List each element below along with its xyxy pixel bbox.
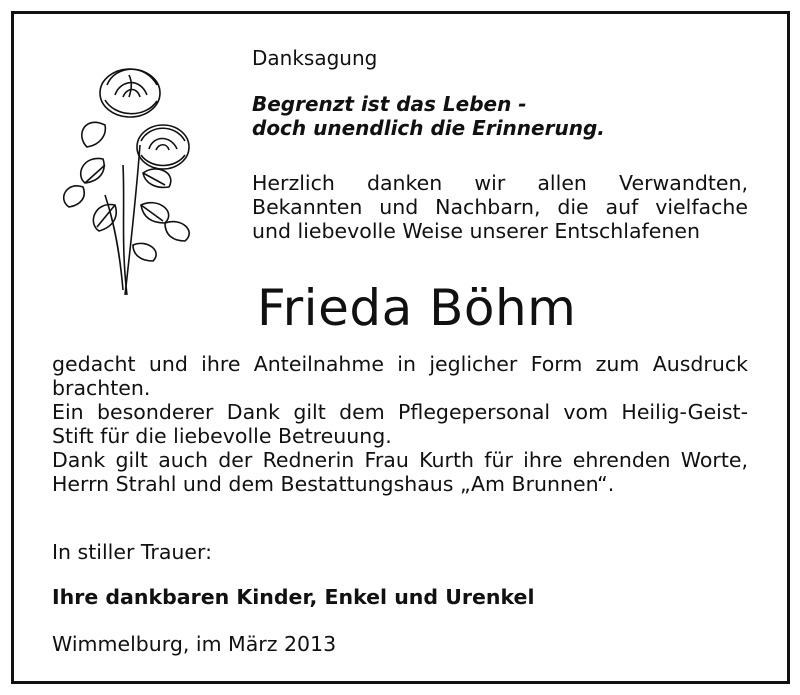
intro-line-2: Bekannten und Nachbarn, die auf vielfache	[252, 195, 748, 219]
rose-bloom-lower	[137, 125, 189, 169]
rose-bloom-upper	[100, 69, 160, 117]
rose-stem	[125, 145, 140, 295]
motto-line-1: Begrenzt ist das Leben -	[252, 92, 527, 116]
body-line-1: gedacht und ihre Anteilnahme in jeglicher Form zum Ausdruck	[52, 352, 748, 376]
body-line-6: Herrn Strahl und dem Bestattungshaus „Am Brunnen“.	[52, 472, 615, 496]
intro-line-3: und liebevolle Weise unserer Entschlafenen	[252, 219, 700, 243]
rose-illustration	[45, 55, 205, 300]
deceased-name: Frieda Böhm	[257, 279, 577, 337]
rose-stem	[105, 195, 123, 290]
motto-line-2: doch unendlich die Erinnerung.	[252, 116, 605, 140]
intro-line-1: Herzlich danken wir allen Verwandten,	[252, 171, 748, 195]
mourning-label: In stiller Trauer:	[52, 540, 212, 564]
body-line-5: Dank gilt auch der Rednerin Frau Kurth für ihre ehrenden Worte,	[52, 448, 748, 472]
body-line-2: brachten.	[52, 376, 151, 400]
notice-heading: Danksagung	[252, 46, 378, 70]
body-line-3: Ein besonderer Dank gilt dem Pflegepersonal vom Heilig-Geist-	[52, 400, 748, 424]
family-signature: Ihre dankbaren Kinder, Enkel und Urenkel	[52, 585, 535, 609]
rose-leaves	[64, 122, 189, 261]
place-date: Wimmelburg, im März 2013	[52, 632, 337, 656]
body-line-4: Stift für die liebevolle Betreuung.	[52, 424, 392, 448]
